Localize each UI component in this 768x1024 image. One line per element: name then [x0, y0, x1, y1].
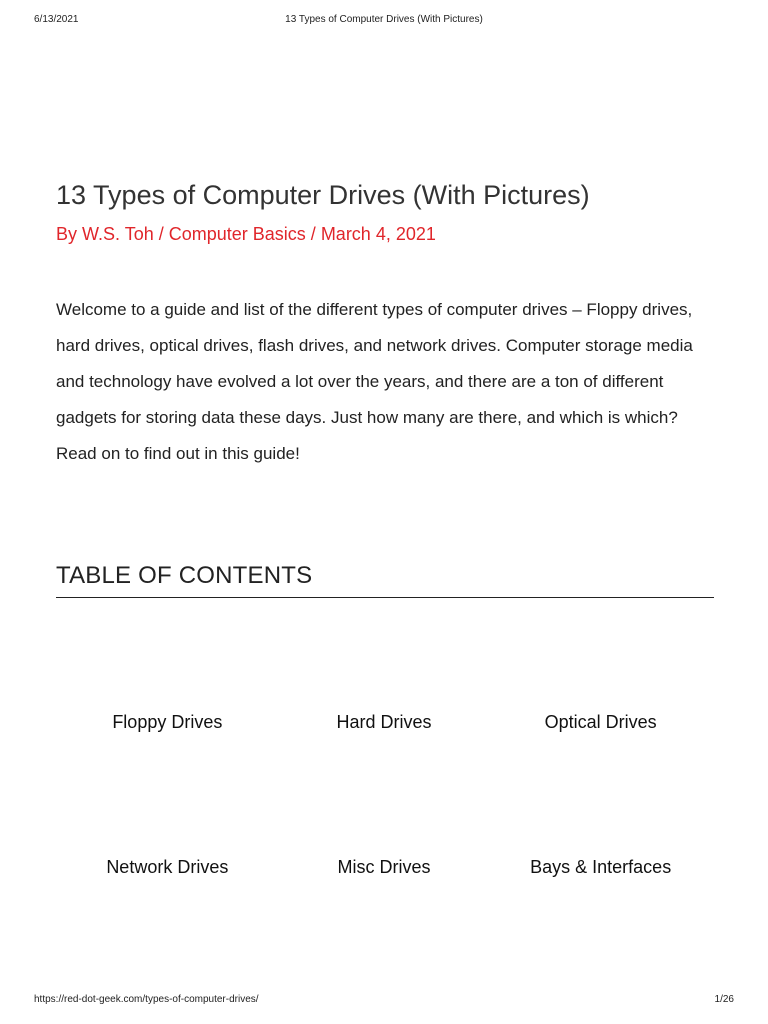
toc-link-misc-drives[interactable]: Misc Drives — [337, 857, 431, 877]
toc-link-floppy-drives[interactable]: Floppy Drives — [112, 712, 223, 732]
article-title: 13 Types of Computer Drives (With Pictures) — [56, 180, 590, 210]
category-link[interactable]: Computer Basics — [168, 224, 306, 244]
toc-link-network-drives[interactable]: Network Drives — [106, 857, 229, 877]
print-document-title: 13 Types of Computer Drives (With Pictures) — [285, 14, 483, 25]
print-header — [0, 14, 768, 28]
toc-heading: TABLE OF CONTENTS — [56, 562, 313, 589]
byline — [56, 224, 436, 245]
toc-grid — [59, 712, 709, 877]
author-link[interactable]: W.S. Toh — [82, 224, 154, 244]
toc-link-hard-drives[interactable]: Hard Drives — [336, 712, 432, 732]
page-url: https://red-dot-geek.com/types-of-computer-drives/ — [34, 994, 259, 1005]
toc-divider — [56, 597, 714, 598]
toc-link-bays-interfaces[interactable]: Bays & Interfaces — [530, 857, 672, 877]
print-date: 6/13/2021 — [34, 14, 79, 25]
byline-separator: / — [153, 224, 169, 244]
intro-paragraph: Welcome to a guide and list of the different types of computer drives – Floppy drives, hard drives, optical drives, flash drives, and network drives. Computer storage media and technology have evolved a lot over the years, and there are a ton of different gadgets for storing data these days. Just how many are there, and which is which? Read on to find out in this guide! — [56, 300, 693, 463]
toc-link-optical-drives[interactable]: Optical Drives — [544, 712, 657, 732]
page-number: 1/26 — [714, 994, 734, 1005]
publish-date: March 4, 2021 — [320, 224, 436, 244]
print-footer — [0, 994, 768, 1008]
byline-prefix: By — [56, 224, 83, 244]
byline-separator: / — [305, 224, 321, 244]
